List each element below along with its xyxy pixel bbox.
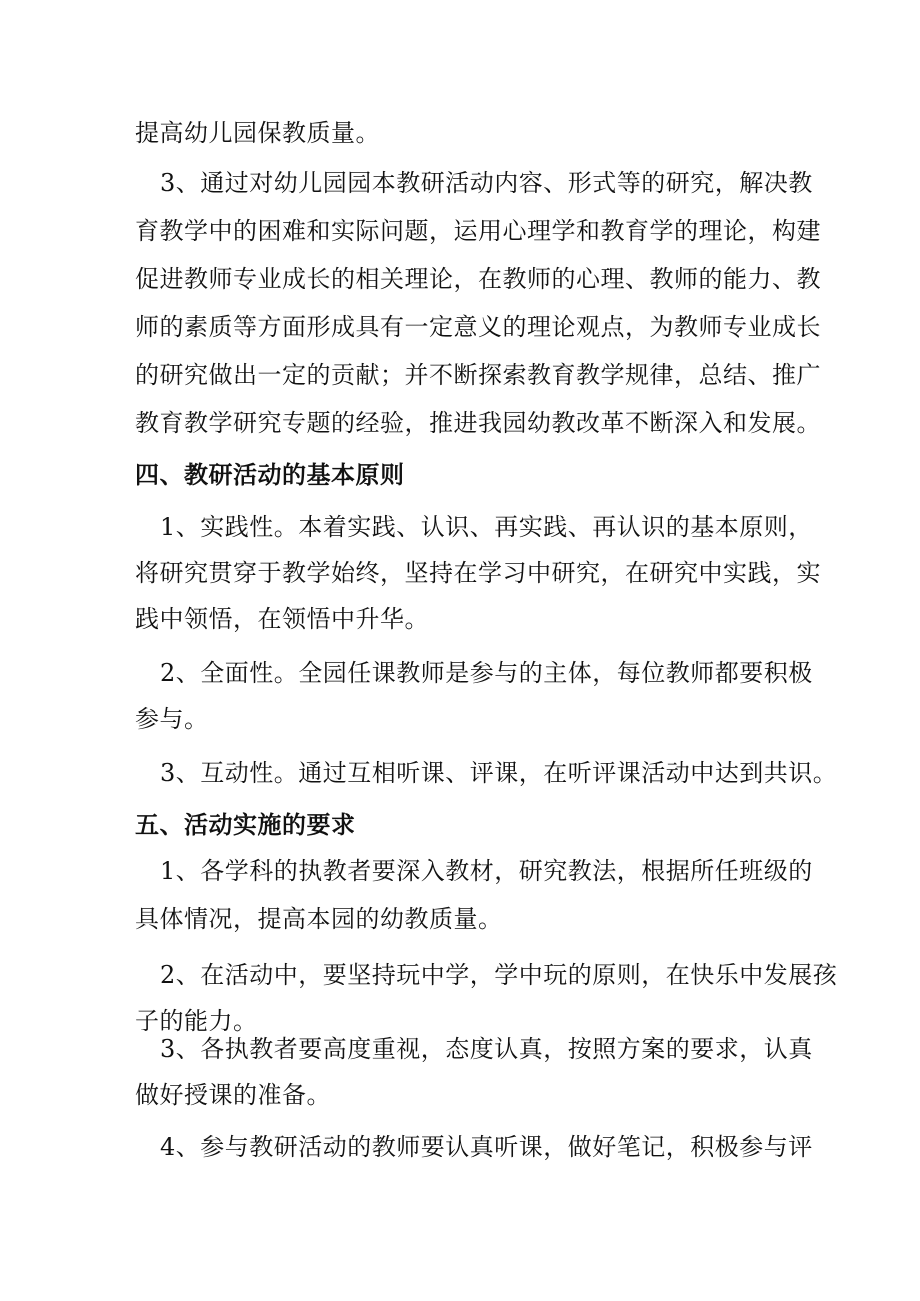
paragraph-line: 将研究贯穿于教学始终，坚持在学习中研究，在研究中实践，实 [135,559,821,587]
paragraph-line: 3、互动性。通过互相听课、评课，在听评课活动中达到共识。 [160,759,838,787]
paragraph-line: 促进教师专业成长的相关理论，在教师的心理、教师的能力、教 [135,265,821,293]
paragraph-line: 3、各执教者要高度重视，态度认真，按照方案的要求，认真 [160,1035,813,1063]
paragraph-line: 具体情况，提高本园的幼教质量。 [135,905,503,933]
paragraph-line: 做好授课的准备。 [135,1081,331,1109]
paragraph-line: 4、参与教研活动的教师要认真听课，做好笔记，积极参与评 [160,1133,813,1161]
paragraph-line: 的研究做出一定的贡献；并不断探索教育教学规律，总结、推广 [135,361,821,389]
paragraph-line: 3、通过对幼儿园园本教研活动内容、形式等的研究，解决教 [160,169,813,197]
paragraph-line: 2、在活动中，要坚持玩中学，学中玩的原则，在快乐中发展孩 [160,961,838,989]
paragraph-line: 教育教学研究专题的经验，推进我园幼教改革不断深入和发展。 [135,409,821,437]
paragraph-line: 师的素质等方面形成具有一定意义的理论观点，为教师专业成长 [135,313,821,341]
paragraph-line: 1、实践性。本着实践、认识、再实践、再认识的基本原则， [160,513,813,541]
section-heading: 四、教研活动的基本原则 [135,461,405,489]
paragraph-line: 提高幼儿园保教质量。 [135,119,380,147]
paragraph-line: 参与。 [135,705,209,733]
section-heading: 五、活动实施的要求 [135,811,356,839]
paragraph-line: 1、各学科的执教者要深入教材，研究教法，根据所任班级的 [160,857,813,885]
paragraph-line: 子的能力。 [135,1007,258,1035]
paragraph-line: 2、全面性。全园任课教师是参与的主体，每位教师都要积极 [160,659,813,687]
paragraph-line: 践中领悟，在领悟中升华。 [135,605,429,633]
paragraph-line: 育教学中的困难和实际问题，运用心理学和教育学的理论，构建 [135,217,821,245]
